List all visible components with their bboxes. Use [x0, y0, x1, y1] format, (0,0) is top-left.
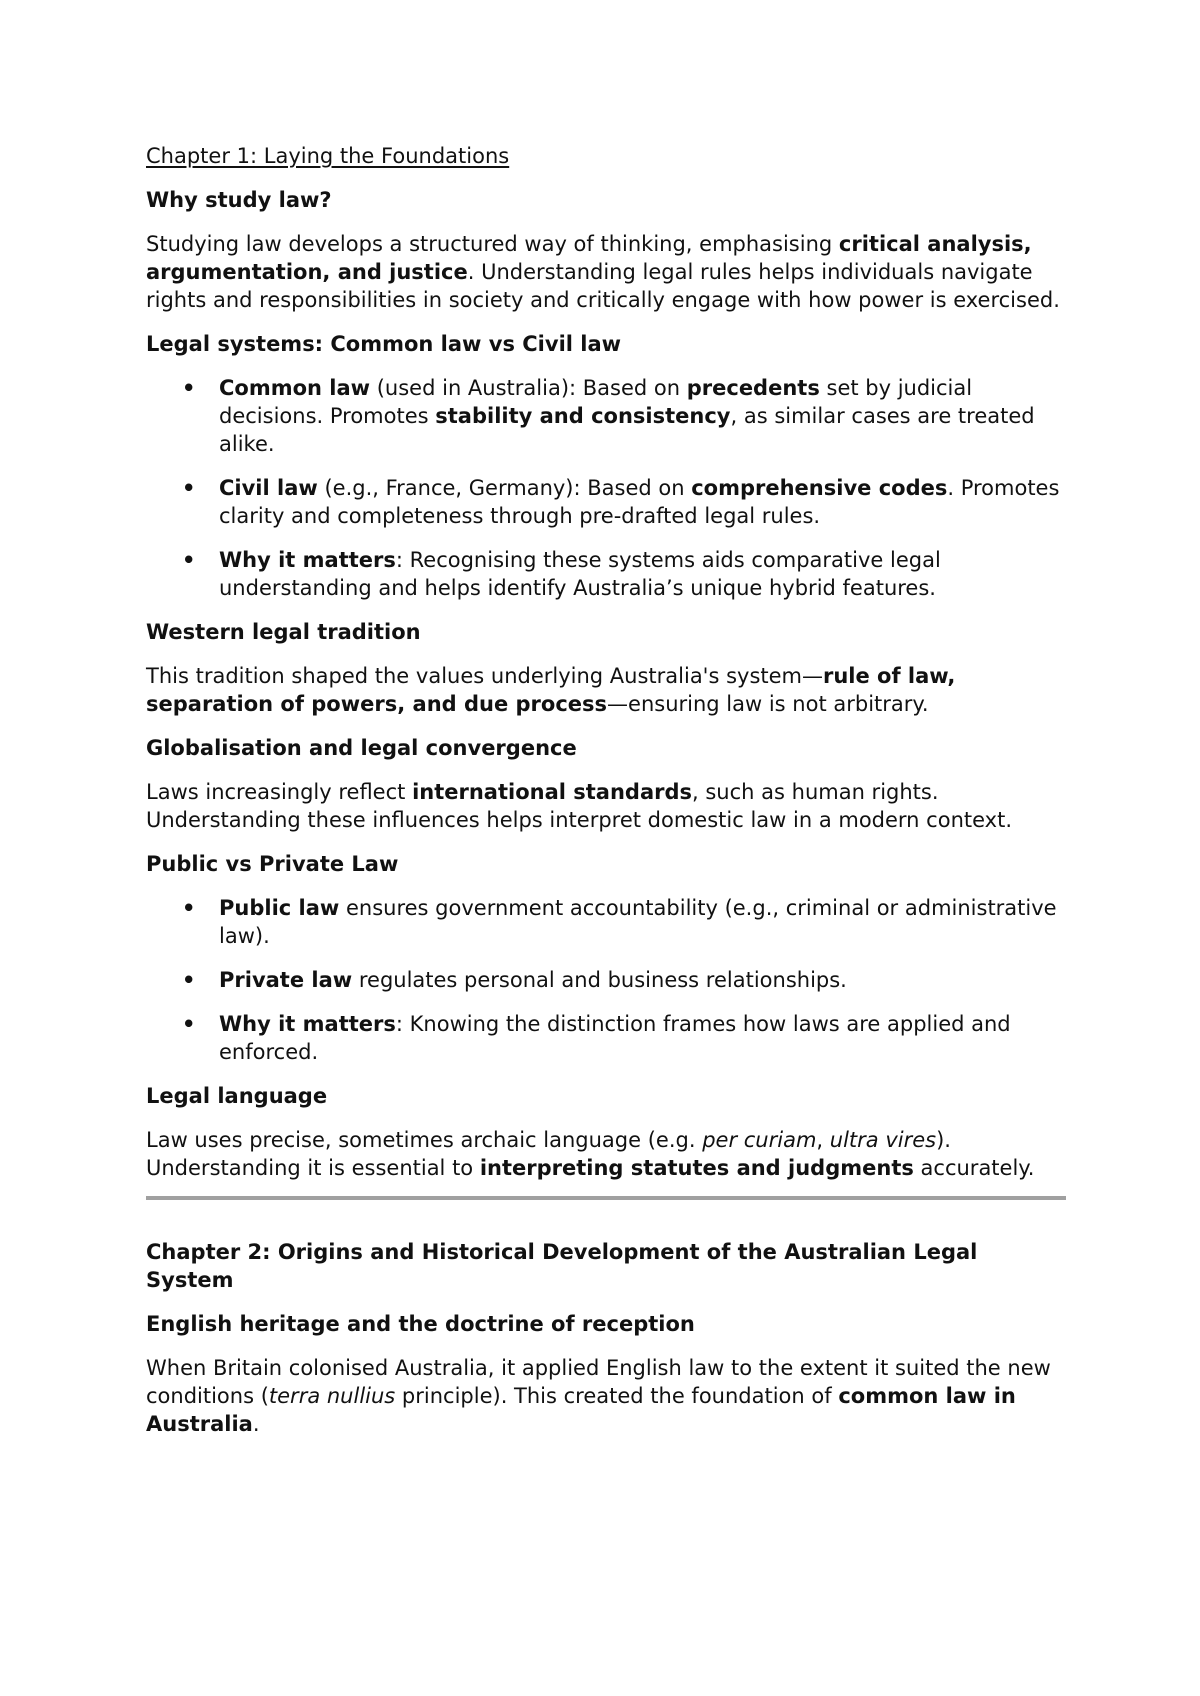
heading-western-legal-tradition: Western legal tradition [146, 620, 421, 644]
paragraph-why-study-law: Studying law develops a structured way of thinking, emphasising critical analysis, argumentation, and justice. Understanding legal rules helps individuals navigate rights and responsibilities in society and critically engage with how power is exercised. [146, 232, 1060, 312]
heading-globalisation: Globalisation and legal convergence [146, 736, 577, 760]
chapter-2-title: Chapter 2: Origins and Historical Development of the Australian Legal System [146, 1240, 978, 1292]
heading-english-heritage: English heritage and the doctrine of reception [146, 1312, 695, 1336]
list-legal-systems [146, 374, 1066, 602]
paragraph-globalisation: Laws increasingly reflect international standards, such as human rights. Understanding these influences helps interpret domestic law in a modern context. [146, 780, 1012, 832]
list-item-private-law: • Private law regulates personal and business relationships. [146, 966, 1066, 994]
heading-legal-systems: Legal systems: Common law vs Civil law [146, 332, 622, 356]
list-item-public-law: • Public law ensures government accountability (e.g., criminal or administrative law). [146, 894, 1066, 950]
heading-why-study-law: Why study law? [146, 188, 332, 212]
paragraph-western-legal-tradition: This tradition shaped the values underlying Australia's system—rule of law, separation of powers, and due process—ensuring law is not arbitrary. [146, 664, 956, 716]
paragraph-english-heritage: When Britain colonised Australia, it applied English law to the extent it suited the new conditions (terra nullius principle). This created the foundation of common law in Australia. [146, 1356, 1051, 1436]
paragraph-legal-language: Law uses precise, sometimes archaic language (e.g. per curiam, ultra vires). Understanding it is essential to interpreting statutes and judgments accurately. [146, 1128, 1035, 1180]
heading-public-private-law: Public vs Private Law [146, 852, 399, 876]
list-item-common-law: • Common law (used in Australia): Based on precedents set by judicial decisions. Promotes stability and consistency, as similar cases are treated alike. [146, 374, 1066, 458]
list-item-civil-law: • Civil law (e.g., France, Germany): Based on comprehensive codes. Promotes clarity and completeness through pre-drafted legal rules. [146, 474, 1066, 530]
list-item-why-it-matters-systems: • Why it matters: Recognising these systems aids comparative legal understanding and helps identify Australia’s unique hybrid features. [146, 546, 1066, 602]
horizontal-rule [146, 1196, 1066, 1200]
list-public-private-law [146, 894, 1066, 1066]
list-item-why-it-matters-distinction: • Why it matters: Knowing the distinction frames how laws are applied and enforced. [146, 1010, 1066, 1066]
chapter-1-title: Chapter 1: Laying the Foundations [146, 144, 510, 168]
document-page [146, 142, 1066, 1454]
heading-legal-language: Legal language [146, 1084, 328, 1108]
